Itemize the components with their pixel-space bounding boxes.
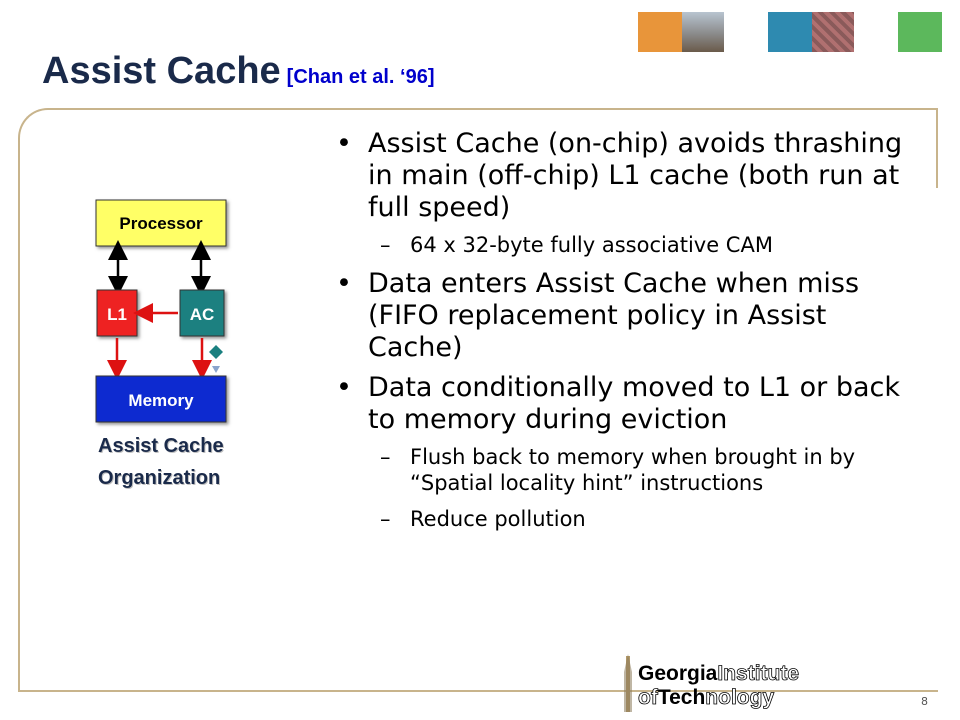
header-tile-chip [812, 12, 854, 52]
title-main: Assist Cache [42, 50, 281, 92]
content-frame-right-edge [936, 108, 938, 188]
sub-bullet-text: Flush back to memory when brought in by “Spatial locality hint” instructions [410, 445, 856, 495]
logo-word-institute: Institute [717, 662, 800, 685]
sub-bullet-mark: – [380, 445, 391, 469]
logo-word-of: of [638, 686, 658, 709]
sub-bullet-mark: – [380, 507, 391, 531]
bullet-list [336, 128, 916, 542]
sub-bullet-text: Reduce pollution [410, 507, 586, 531]
sub-bullet-item [336, 232, 916, 258]
ac-label: AC [189, 305, 215, 324]
memory-label: Memory [128, 391, 194, 410]
logo-word-nology: nology [705, 686, 775, 709]
header-tile-blue [768, 12, 812, 52]
l1-label: L1 [107, 305, 127, 324]
title-citation: [Chan et al. ‘96] [286, 66, 435, 88]
bullet-text: Data enters Assist Cache when miss (FIFO replacement policy in Assist Cache) [368, 268, 860, 363]
caption-line-1: Assist Cache [98, 435, 224, 457]
bullet-item [336, 128, 916, 224]
sub-bullet-mark: – [380, 233, 391, 257]
bullet-text: Data conditionally moved to L1 or back to memory during eviction [368, 372, 900, 435]
logo-word-tech: Tech [657, 686, 706, 709]
logo-tower-icon [624, 654, 632, 712]
logo-line-1 [638, 662, 799, 685]
logo-line-2 [638, 686, 774, 709]
page-title [42, 50, 434, 93]
page-number: 8 [921, 695, 928, 708]
bullet-text: Assist Cache (on-chip) avoids thrashing in main (off-chip) L1 cache (both run at full speed) [368, 128, 903, 223]
logo-word-georgia: Georgia [638, 662, 718, 685]
bullet-mark: • [336, 268, 352, 299]
processor-label: Processor [119, 214, 203, 233]
diagram-caption [98, 430, 224, 494]
bullet-mark: • [336, 372, 352, 403]
bullet-mark: • [336, 128, 352, 159]
bullet-item [336, 268, 916, 364]
header-tile-building [682, 12, 724, 52]
caption-line-2: Organization [98, 467, 221, 489]
header-tile-green [898, 12, 942, 52]
sub-bullet-text: 64 x 32-byte fully associative CAM [410, 233, 773, 257]
georgia-tech-logo [604, 650, 834, 714]
bullet-item [336, 372, 916, 436]
sub-bullet-item [336, 444, 916, 496]
header-tile-orange [638, 12, 682, 52]
sub-bullet-item [336, 506, 916, 532]
